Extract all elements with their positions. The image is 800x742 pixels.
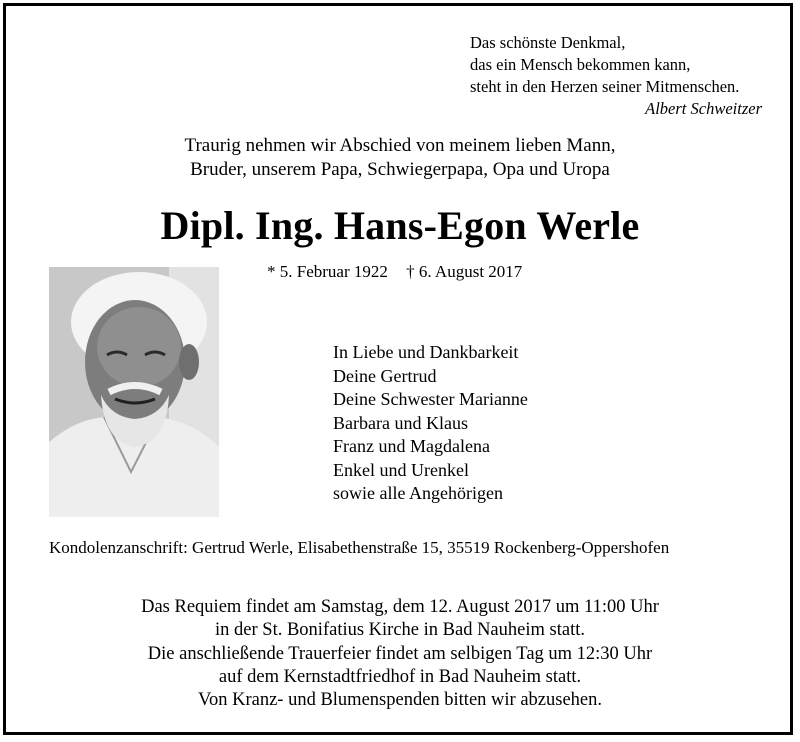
family-line: sowie alle Angehörigen — [333, 483, 503, 503]
birth-date: * 5. Februar 1922 — [267, 262, 388, 281]
family-list — [333, 341, 528, 506]
service-line: auf dem Kernstadtfriedhof in Bad Nauheim statt. — [218, 666, 582, 687]
quote-author: Albert Schweitzer — [645, 99, 762, 118]
portrait-illustration — [49, 267, 219, 517]
quote-block — [470, 32, 770, 120]
intro-line: Traurig nehmen wir Abschied von meinem lieben Mann, — [184, 135, 616, 156]
family-line: Deine Gertrud — [333, 365, 437, 386]
family-line: Franz und Magdalena — [333, 436, 490, 456]
family-line: Deine Schwester Marianne — [333, 389, 528, 409]
death-date: † 6. August 2017 — [406, 262, 523, 281]
family-line: In Liebe und Dankbarkeit — [333, 342, 519, 362]
condolence-address: Kondolenzanschrift: Gertrud Werle, Elisabethenstraße 15, 35519 Rockenberg-Oppershofen — [49, 538, 670, 557]
portrait-photo — [49, 267, 219, 517]
service-line: in der St. Bonifatius Kirche in Bad Nauheim statt. — [215, 620, 585, 641]
service-info — [0, 596, 800, 712]
family-line: Enkel und Urenkel — [333, 459, 469, 480]
service-line: Von Kranz- und Blumenspenden bitten wir abzusehen. — [198, 690, 602, 711]
quote-line: steht in den Herzen seiner Mitmenschen. — [470, 77, 740, 96]
intro-text — [0, 134, 800, 182]
life-dates — [267, 262, 522, 282]
family-line: Barbara und Klaus — [333, 412, 468, 433]
intro-line: Bruder, unserem Papa, Schwiegerpapa, Opa und Uropa — [190, 159, 610, 180]
deceased-name: Dipl. Ing. Hans-Egon Werle — [160, 203, 640, 248]
service-line: Das Requiem findet am Samstag, dem 12. August 2017 um 11:00 Uhr — [141, 597, 659, 617]
quote-line: das ein Mensch bekommen kann, — [470, 55, 691, 74]
service-line: Die anschließende Trauerfeier findet am selbigen Tag um 12:30 Uhr — [147, 643, 653, 664]
quote-line: Das schönste Denkmal, — [470, 33, 626, 52]
